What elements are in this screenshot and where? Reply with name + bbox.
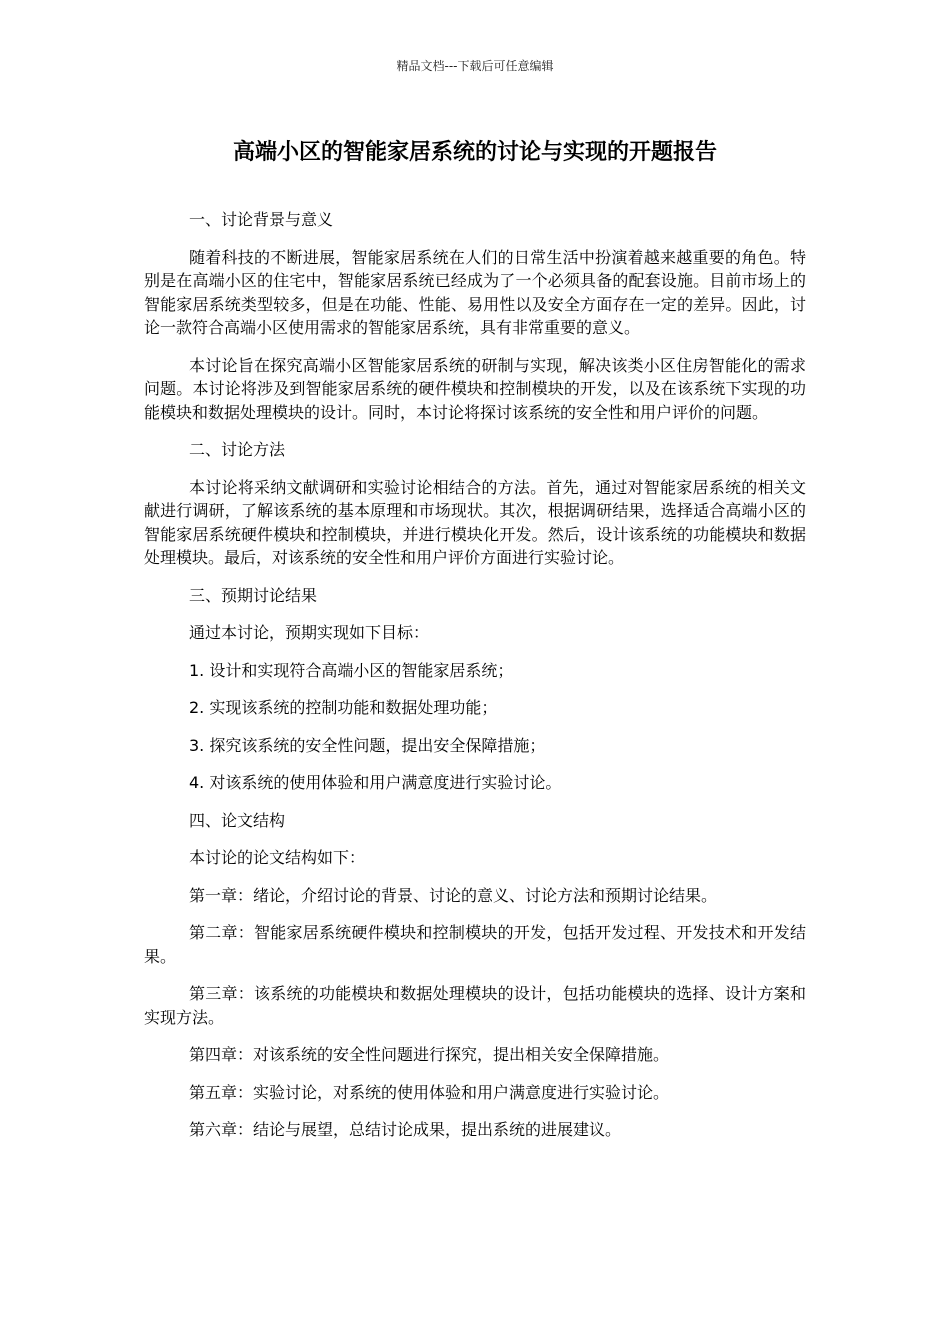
chapter-item: 第五章：实验讨论，对系统的使用体验和用户满意度进行实验讨论。 [189, 1082, 670, 1102]
body-paragraph: 随着科技的不断进展，智能家居系统在人们的日常生活中扮演着越来越重要的角色。特别是在高端小区的住宅中，智能家居系统已经成为了一个必须具备的配套设施。目前市场上的智能家居系统类型较多，但是在功能、性能、易用性以及安全方面存在一定的差异。因此，讨论一款符合高端小区使用需求的智能家居系统，具有非常重要的意义。 [144, 247, 806, 337]
chapter-item: 第四章：对该系统的安全性问题进行探究，提出相关安全保障措施。 [189, 1045, 670, 1064]
section-heading-method: 二、讨论方法 [189, 440, 286, 459]
section-heading-structure: 四、论文结构 [189, 810, 286, 830]
section-heading-expected-results: 三、预期讨论结果 [189, 585, 318, 605]
page-header: 精品文档---下载后可任意编辑 [396, 59, 554, 73]
list-item: 2. 实现该系统的控制功能和数据处理功能； [189, 698, 498, 717]
body-paragraph: 通过本讨论，预期实现如下目标： [189, 623, 430, 642]
list-item: 1. 设计和实现符合高端小区的智能家居系统； [189, 660, 514, 680]
list-item: 3. 探究该系统的安全性问题，提出安全保障措施； [189, 735, 546, 755]
list-item: 4. 对该系统的使用体验和用户满意度进行实验讨论。 [189, 773, 562, 792]
body-paragraph: 本讨论将采纳文献调研和实验讨论相结合的方法。首先，通过对智能家居系统的相关文献进行调研，了解该系统的基本原理和市场现状。其次，根据调研结果，选择适合高端小区的智能家居系统硬件模块和控制模块，并进行模块化开发。然后，设计该系统的功能模块和数据处理模块。最后，对该系统的安全性和用户评价方面进行实验讨论。 [144, 477, 806, 567]
document-body [144, 208, 806, 1156]
document-title: 高端小区的智能家居系统的讨论与实现的开题报告 [232, 140, 717, 165]
section-heading-background: 一、讨论背景与意义 [189, 210, 334, 229]
chapter-item: 第三章：该系统的功能模块和数据处理模块的设计，包括功能模块的选择、设计方案和实现方法。 [144, 984, 806, 1027]
body-paragraph: 本讨论旨在探究高端小区智能家居系统的研制与实现，解决该类小区住房智能化的需求问题。本讨论将涉及到智能家居系统的硬件模块和控制模块的开发，以及在该系统下实现的功能模块和数据处理模块的设计。同时，本讨论将探讨该系统的安全性和用户评价的问题。 [144, 355, 806, 422]
body-paragraph: 本讨论的论文结构如下： [189, 848, 366, 867]
chapter-item: 第六章：结论与展望，总结讨论成果，提出系统的进展建议。 [189, 1120, 622, 1139]
chapter-item: 第二章：智能家居系统硬件模块和控制模块的开发，包括开发过程、开发技术和开发结果。 [144, 923, 806, 966]
chapter-item: 第一章：绪论，介绍讨论的背景、讨论的意义、讨论方法和预期讨论结果。 [189, 885, 718, 905]
